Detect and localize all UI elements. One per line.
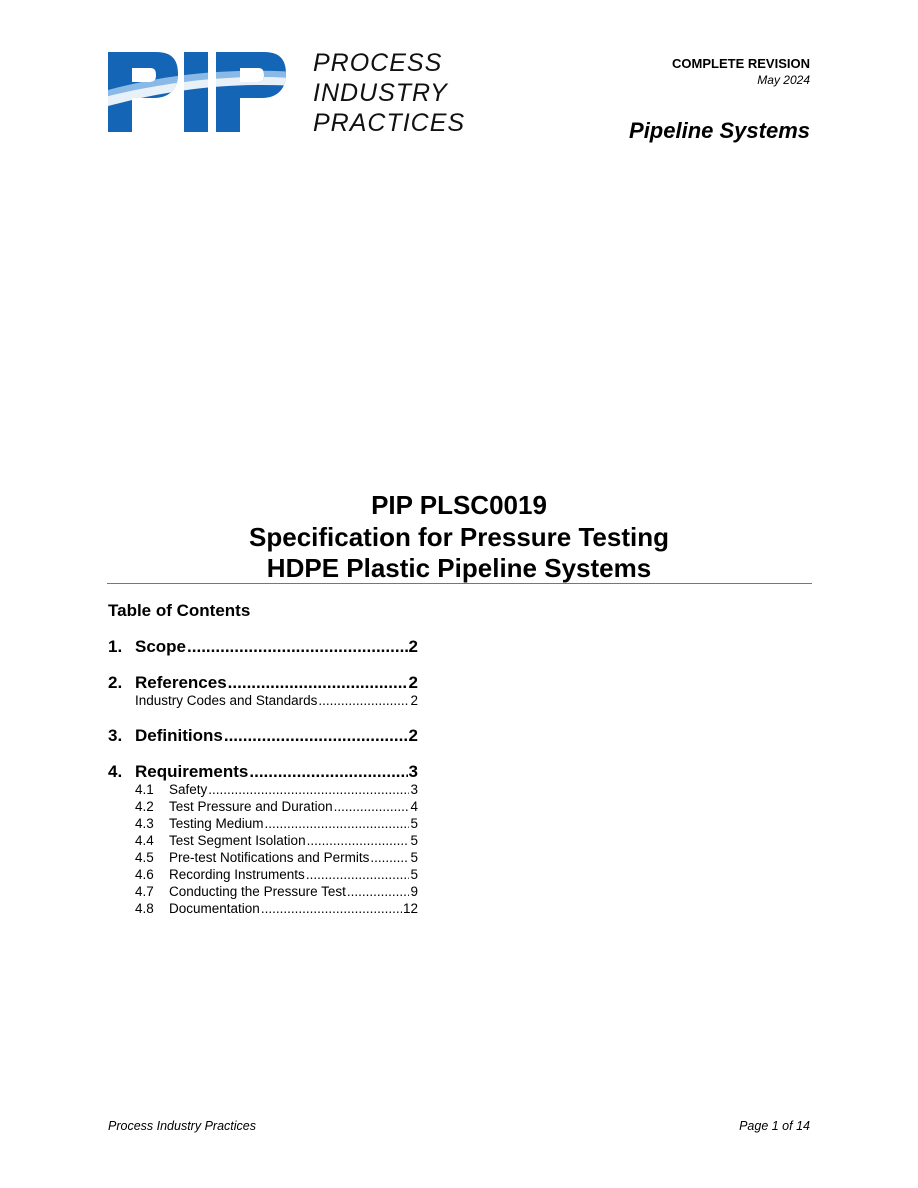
toc-entry-page: 5 [410, 867, 418, 882]
pip-logo [108, 52, 298, 132]
toc-entry-page: 2 [408, 726, 418, 745]
toc-entry-label: Pre-test Notifications and Permits [169, 850, 370, 865]
toc-entry-label: Conducting the Pressure Test [169, 884, 346, 899]
toc-entry-notifications[interactable] [108, 850, 418, 865]
toc-entry-page: 4 [410, 799, 418, 814]
toc-entry-page: 2 [408, 637, 418, 656]
toc-entry-label: Safety [169, 782, 208, 797]
toc-entry-label: Scope [135, 637, 187, 656]
toc-entry-number: 4.1 [135, 782, 154, 797]
toc-leader [307, 833, 410, 848]
toc-entry-number: 4.7 [135, 884, 154, 899]
toc-leader [265, 816, 410, 831]
toc-entry-label: Testing Medium [169, 816, 264, 831]
logo-text-line-1: PROCESS [313, 49, 443, 77]
toc-entry-number: 4. [108, 762, 123, 781]
toc-leader [306, 867, 410, 882]
toc-entry-number: 4.4 [135, 833, 154, 848]
toc-entry-label: Industry Codes and Standards [135, 693, 318, 708]
toc-entry-number: 4.8 [135, 901, 154, 916]
toc-entry-number: 4.3 [135, 816, 154, 831]
toc-entry-industry-codes[interactable] [135, 693, 418, 708]
toc-entry-number: 1. [108, 637, 123, 656]
revision-date: May 2024 [757, 73, 810, 87]
toc-leader [318, 693, 409, 708]
toc-entry-scope[interactable] [108, 637, 418, 657]
toc-entry-label: Requirements [135, 762, 249, 781]
toc-leader [228, 673, 408, 693]
toc-entry-number: 4.6 [135, 867, 154, 882]
toc-entry-label: Documentation [169, 901, 260, 916]
toc-entry-requirements[interactable] [108, 762, 418, 782]
document-title-line-2: HDPE Plastic Pipeline Systems [266, 553, 652, 583]
toc-leader [334, 799, 410, 814]
toc-entry-references[interactable] [108, 673, 418, 693]
toc-entry-conducting-test[interactable] [108, 884, 418, 899]
document-number: PIP PLSC0019 [371, 490, 547, 520]
toc-entry-number: 4.2 [135, 799, 154, 814]
toc-entry-label: Definitions [135, 726, 223, 745]
toc-entry-safety[interactable] [108, 782, 418, 797]
toc-entry-number: 3. [108, 726, 123, 745]
toc-entry-recording-instruments[interactable] [108, 867, 418, 882]
footer-organization: Process Industry Practices [108, 1119, 256, 1133]
revision-label: COMPLETE REVISION [672, 56, 810, 71]
toc-entry-page: 3 [408, 762, 418, 781]
toc-heading: Table of Contents [108, 601, 251, 620]
toc-entry-page: 2 [408, 673, 418, 692]
toc-entry-page: 9 [410, 884, 418, 899]
toc-entry-page: 5 [410, 816, 418, 831]
toc-entry-page: 12 [402, 901, 418, 916]
toc-entry-label: Recording Instruments [169, 867, 305, 882]
toc-entry-test-pressure[interactable] [108, 799, 418, 814]
toc-entry-definitions[interactable] [108, 726, 418, 746]
toc-leader [224, 726, 408, 746]
toc-entry-label: Test Segment Isolation [169, 833, 306, 848]
logo-text-line-3: PRACTICES [313, 109, 466, 137]
toc-entry-page: 3 [410, 782, 418, 797]
toc-entry-documentation[interactable] [108, 901, 418, 916]
toc-entry-page: 2 [410, 693, 418, 708]
toc-entry-testing-medium[interactable] [108, 816, 418, 831]
document-title-line-1: Specification for Pressure Testing [249, 522, 669, 552]
toc-leader [249, 762, 407, 782]
toc-leader [261, 901, 402, 916]
toc-entry-label: References [135, 673, 227, 692]
toc-leader [187, 637, 408, 657]
series-title: Pipeline Systems [629, 118, 810, 143]
logo-text-line-2: INDUSTRY [313, 79, 448, 107]
footer-page-number: Page 1 of 14 [739, 1119, 810, 1133]
toc-entry-page: 5 [410, 850, 418, 865]
toc-entry-number: 2. [108, 673, 123, 692]
toc-entry-segment-isolation[interactable] [108, 833, 418, 848]
toc-leader [208, 782, 409, 797]
title-divider [107, 583, 812, 584]
toc-leader [370, 850, 409, 865]
toc-entry-label: Test Pressure and Duration [169, 799, 333, 814]
toc-entry-number: 4.5 [135, 850, 154, 865]
toc-leader [347, 884, 410, 899]
toc-entry-page: 5 [410, 833, 418, 848]
